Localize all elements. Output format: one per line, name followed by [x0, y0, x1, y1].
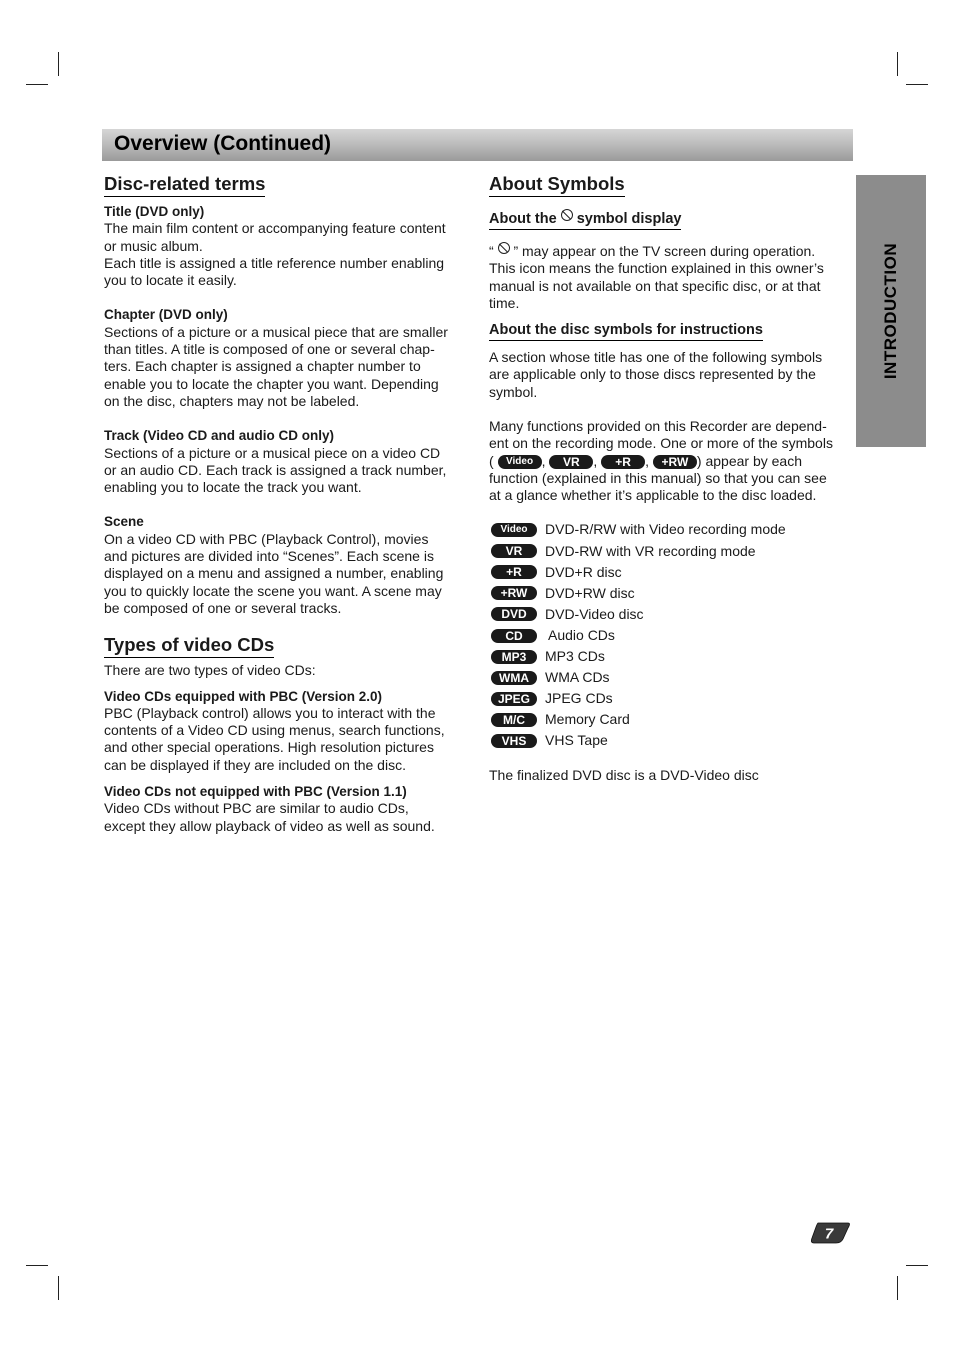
text-line: Sections of a picture or a musical piece on a video CD — [104, 444, 441, 461]
symbol-desc: MP3 CDs — [545, 648, 605, 665]
text-line: can be displayed if they are included on the disc. — [104, 756, 406, 773]
crop-mark — [897, 52, 898, 76]
symbol-desc: Memory Card — [545, 711, 630, 728]
heading-text: About the — [489, 211, 557, 227]
text-line: function (explained in this manual) so that you can see — [489, 469, 827, 486]
inline-badges-line — [489, 453, 851, 470]
text-line: On a video CD with PBC (Playback Control), movies — [104, 530, 429, 547]
symbol-row — [489, 625, 851, 646]
text-line: This icon means the function explained in this owner’s — [489, 260, 824, 277]
side-tab-label: INTRODUCTION — [881, 242, 900, 380]
text-line: than titles. A title is composed of one or several chap- — [104, 341, 435, 358]
text-line: PBC (Playback control) allows you to interact with the — [104, 704, 436, 721]
text-line: Many functions provided on this Recorder are depend- — [489, 418, 827, 435]
text-line: ent on the recording mode. One or more of the symbols — [489, 435, 833, 452]
term-track: Track (Video CD and audio CD only) — [104, 428, 335, 444]
symbol-row — [489, 646, 851, 667]
text-line: A section whose title has one of the following symbols — [489, 349, 823, 366]
text-line: you to quickly locate the scene you want. A scene may — [104, 582, 442, 599]
symbol-desc: Audio CDs — [548, 626, 615, 643]
side-tab — [856, 175, 926, 447]
symbol-badge: VR — [491, 544, 537, 558]
symbol-badge: +R — [491, 565, 537, 579]
term-title: Title (DVD only) — [104, 204, 205, 219]
text-line: except they allow playback of video as well as sound. — [104, 817, 435, 834]
symbol-badge: VHS — [491, 734, 537, 748]
symbol-row — [489, 604, 851, 625]
text-line: on the disc, chapters may not be labeled. — [104, 392, 360, 409]
symbol-desc: WMA CDs — [545, 669, 610, 686]
heading-text: symbol display — [576, 211, 682, 227]
symbol-row — [489, 583, 851, 604]
text-line: and other special operations. High resolution pictures — [104, 739, 434, 756]
symbol-display-heading — [489, 209, 681, 230]
term-no-pbc: Video CDs not equipped with PBC (Version 1.1) — [104, 784, 407, 800]
badge-plus-r: +R — [601, 455, 645, 469]
quote-mark: “ — [489, 243, 494, 259]
symbol-row — [489, 709, 851, 730]
text-line: you to locate it easily. — [104, 272, 237, 289]
symbol-row — [489, 667, 851, 688]
crop-mark — [26, 84, 48, 85]
symbol-desc: DVD-Video disc — [545, 605, 644, 622]
crop-mark — [58, 1276, 59, 1300]
crop-mark — [906, 1265, 928, 1266]
symbol-badge: +RW — [491, 586, 537, 600]
symbol-list — [489, 520, 851, 752]
comma: , — [593, 452, 598, 469]
symbol-badge: CD — [491, 629, 537, 643]
text-line: be composed of one or several tracks. — [104, 599, 342, 616]
symbol-desc: DVD+R disc — [545, 563, 622, 580]
text-span: ) appear by each — [696, 452, 802, 469]
page-number: 7 — [824, 1225, 834, 1243]
symbol-row — [489, 688, 851, 709]
text-line: The main film content or accompanying feature content — [104, 220, 446, 237]
symbol-desc: DVD-R/RW with Video recording mode — [545, 521, 786, 538]
text-line — [489, 242, 851, 260]
symbol-badge: Video — [491, 523, 537, 537]
term-chapter: Chapter (DVD only) — [104, 307, 228, 323]
symbol-badge: DVD — [491, 607, 537, 621]
badge-plus-rw: +RW — [653, 455, 697, 469]
crop-mark — [897, 1276, 898, 1300]
prohibited-icon — [561, 209, 573, 221]
text-span: ” may appear on the TV screen during operation. — [513, 243, 816, 259]
symbol-badge: MP3 — [491, 650, 537, 664]
disc-symbols-heading: About the disc symbols for instructions — [489, 321, 763, 341]
text-line: at a glance whether it’s applicable to the disc loaded. — [489, 487, 817, 504]
symbol-row — [489, 520, 851, 541]
symbol-desc: JPEG CDs — [545, 690, 613, 707]
text-line: ters. Each chapter is assigned a chapter number to — [104, 358, 421, 375]
symbol-desc: VHS Tape — [545, 732, 608, 749]
text-line: time. — [489, 294, 520, 311]
symbol-badge: WMA — [491, 671, 537, 685]
text-line: Sections of a picture or a musical piece that are smaller — [104, 323, 448, 340]
text-line: Each title is assigned a title reference number enabling — [104, 254, 445, 271]
video-cds-heading: Types of video CDs — [104, 634, 274, 658]
comma: , — [645, 452, 650, 469]
crop-mark — [58, 52, 59, 76]
crop-mark — [26, 1265, 48, 1266]
text-line: and pictures are divided into “Scenes”. Each scene is — [104, 548, 434, 565]
text-line: There are two types of video CDs: — [104, 662, 316, 679]
term-scene: Scene — [104, 514, 144, 530]
text-line: or an audio CD. Each track is assigned a track number, — [104, 461, 447, 478]
symbol-badge: JPEG — [491, 692, 537, 706]
symbol-badge: M/C — [491, 713, 537, 727]
text-line: enabling you to locate the track you want. — [104, 479, 362, 496]
text-line: manual is not available on that specific disc, or at that — [489, 277, 821, 294]
crop-mark — [906, 84, 928, 85]
text-line: Video CDs without PBC are similar to audio CDs, — [104, 800, 409, 817]
text-line: enable you to locate the chapter you want. Depending — [104, 375, 439, 392]
symbol-desc: DVD+RW disc — [545, 584, 635, 601]
paren: ( — [489, 452, 494, 469]
comma: , — [541, 452, 546, 469]
page-title: Overview (Continued) — [114, 132, 332, 155]
symbol-desc: DVD-RW with VR recording mode — [545, 542, 756, 559]
text-line: displayed on a menu and assigned a number, enabling — [104, 565, 444, 582]
right-column — [489, 173, 851, 784]
left-column — [104, 173, 466, 835]
footer-note: The finalized DVD disc is a DVD-Video disc — [489, 766, 759, 783]
term-pbc: Video CDs equipped with PBC (Version 2.0) — [104, 688, 383, 704]
page-number-badge — [810, 1222, 850, 1244]
text-line: contents of a Video CD using menus, search functions, — [104, 722, 445, 739]
badge-video: Video — [498, 455, 542, 469]
text-line: symbol. — [489, 383, 538, 400]
badge-vr: VR — [549, 455, 593, 469]
about-symbols-heading: About Symbols — [489, 173, 625, 197]
prohibited-icon — [498, 242, 510, 254]
symbol-row — [489, 562, 851, 583]
section-title-bar — [102, 129, 853, 161]
text-line: or music album. — [104, 237, 203, 254]
disc-terms-heading: Disc-related terms — [104, 173, 265, 197]
text-line: are applicable only to those discs represented by the — [489, 366, 816, 383]
symbol-row — [489, 731, 851, 752]
symbol-row — [489, 541, 851, 562]
